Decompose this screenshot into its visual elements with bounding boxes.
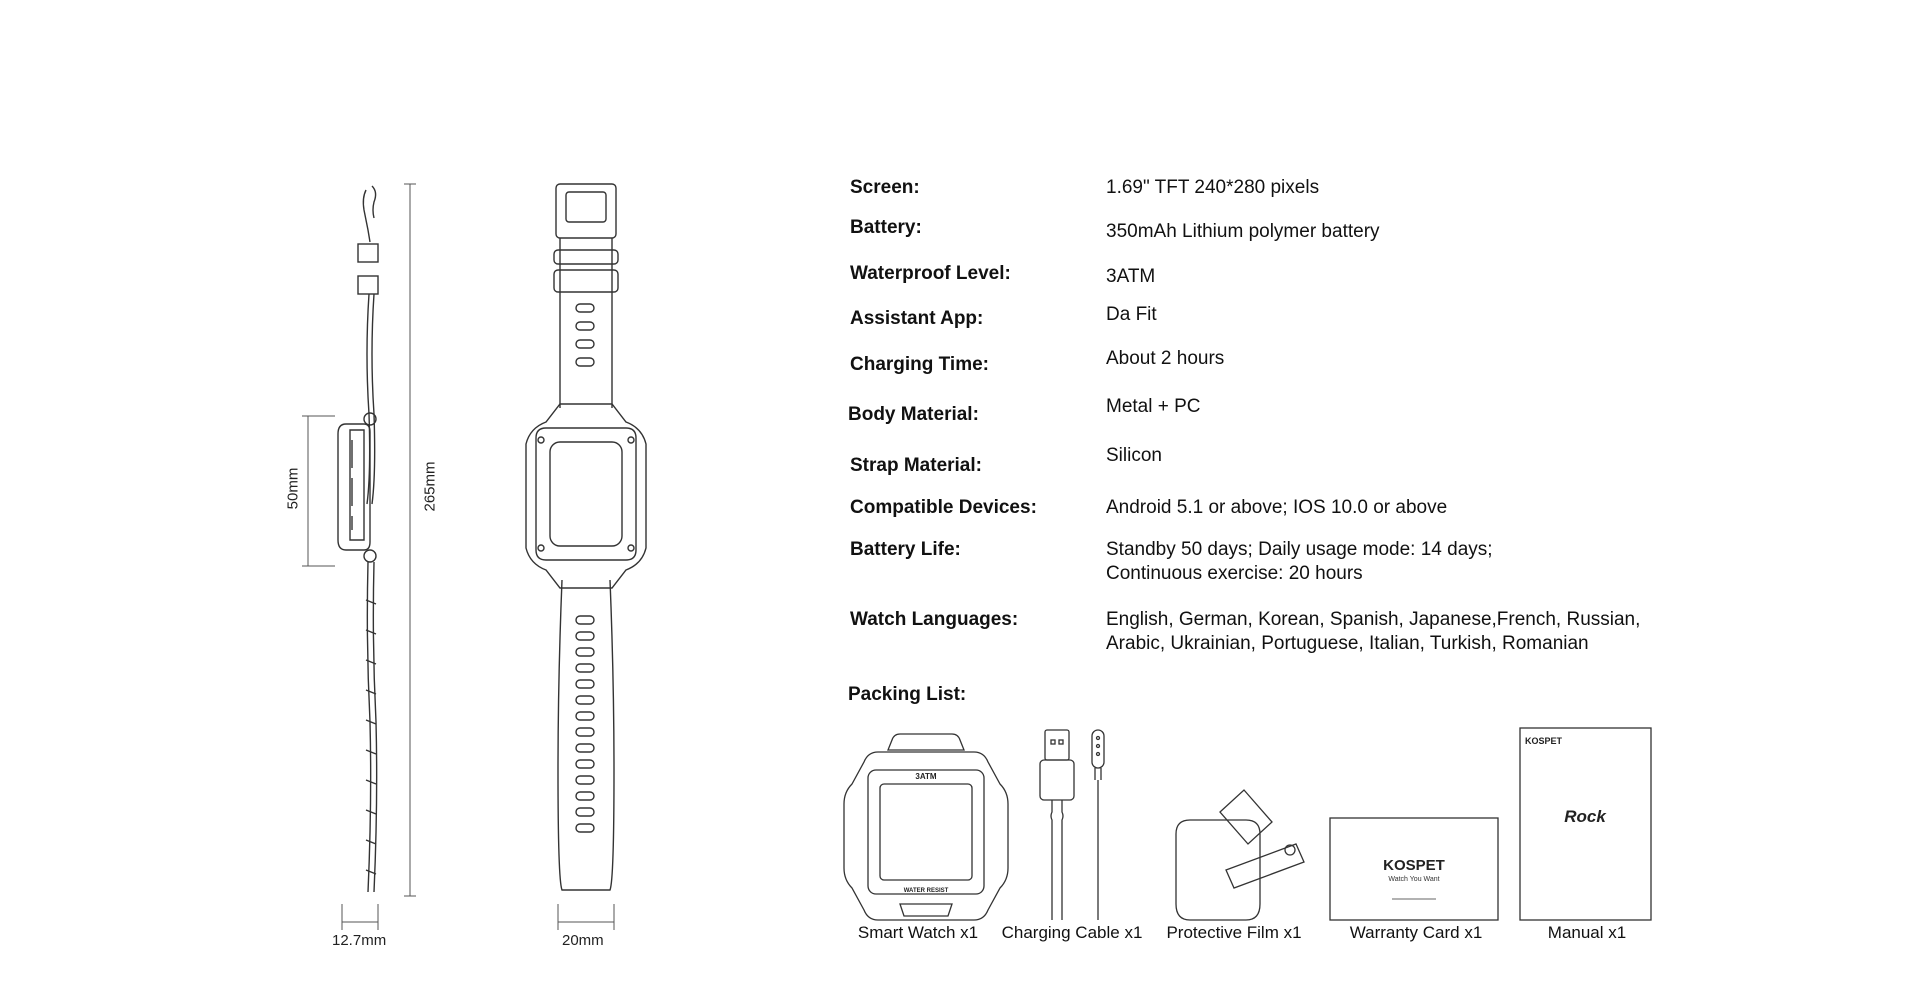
packing-protective-film-image bbox=[1176, 790, 1304, 920]
packing-charging-cable-image bbox=[1040, 730, 1104, 920]
packing-item-manual: Manual x1 bbox=[1547, 923, 1627, 942]
spec-value: Standby 50 days; Daily usage mode: 14 days; Continuous exercise: 20 hours bbox=[1106, 539, 1493, 584]
spec-value: Metal + PC bbox=[1106, 396, 1201, 417]
warranty-tagline-text: Watch You Want bbox=[1388, 876, 1440, 883]
spec-label: Body Material: bbox=[848, 404, 979, 425]
spec-value: 350mAh Lithium polymer battery bbox=[1106, 221, 1380, 242]
packing-manual-image bbox=[1520, 728, 1651, 920]
strap-width-dimension: 20mm bbox=[562, 932, 604, 949]
packing-smart-watch-image bbox=[844, 734, 1008, 920]
warranty-brand-text: KOSPET bbox=[1383, 857, 1445, 874]
watch-bezel-text: WATER RESIST bbox=[903, 888, 949, 894]
spec-value: Da Fit bbox=[1106, 304, 1157, 325]
packing-list-title: Packing List: bbox=[848, 684, 967, 705]
spec-label: Watch Languages: bbox=[850, 609, 1019, 630]
watch-badge-text: 3ATM bbox=[915, 772, 937, 781]
spec-label: Battery: bbox=[850, 217, 922, 238]
manual-brand-text: KOSPET bbox=[1525, 736, 1563, 746]
total-length-dimension: 265mm bbox=[421, 461, 439, 512]
spec-label: Screen: bbox=[850, 177, 920, 198]
spec-label: Battery Life: bbox=[850, 539, 961, 560]
thickness-dimension: 12.7mm bbox=[332, 932, 387, 949]
packing-item-warranty-card: Warranty Card x1 bbox=[1349, 923, 1483, 942]
spec-label: Strap Material: bbox=[850, 455, 982, 476]
watch-height-dimension: 50mm bbox=[284, 467, 302, 510]
spec-label: Charging Time: bbox=[850, 354, 989, 375]
spec-label: Waterproof Level: bbox=[850, 263, 1011, 284]
spec-value: Silicon bbox=[1106, 445, 1162, 466]
spec-value: 3ATM bbox=[1106, 266, 1156, 287]
spec-label: Compatible Devices: bbox=[850, 497, 1037, 518]
packing-item-protective-film: Protective Film x1 bbox=[1166, 923, 1302, 942]
manual-title-text: Rock bbox=[1564, 807, 1606, 826]
packing-item-smart-watch: Smart Watch x1 bbox=[857, 923, 979, 942]
spec-value: 1.69" TFT 240*280 pixels bbox=[1106, 177, 1320, 198]
spec-label: Assistant App: bbox=[850, 308, 984, 329]
packing-item-charging-cable: Charging Cable x1 bbox=[1001, 923, 1143, 942]
spec-value: English, German, Korean, Spanish, Japanese,French, Russian, Arabic, Ukrainian, Portuguese, Italian, Turkish, Romanian bbox=[1106, 609, 1641, 654]
spec-value: Android 5.1 or above; IOS 10.0 or above bbox=[1106, 497, 1448, 518]
spec-value: About 2 hours bbox=[1106, 348, 1225, 369]
packing-warranty-card-image bbox=[1330, 818, 1498, 920]
